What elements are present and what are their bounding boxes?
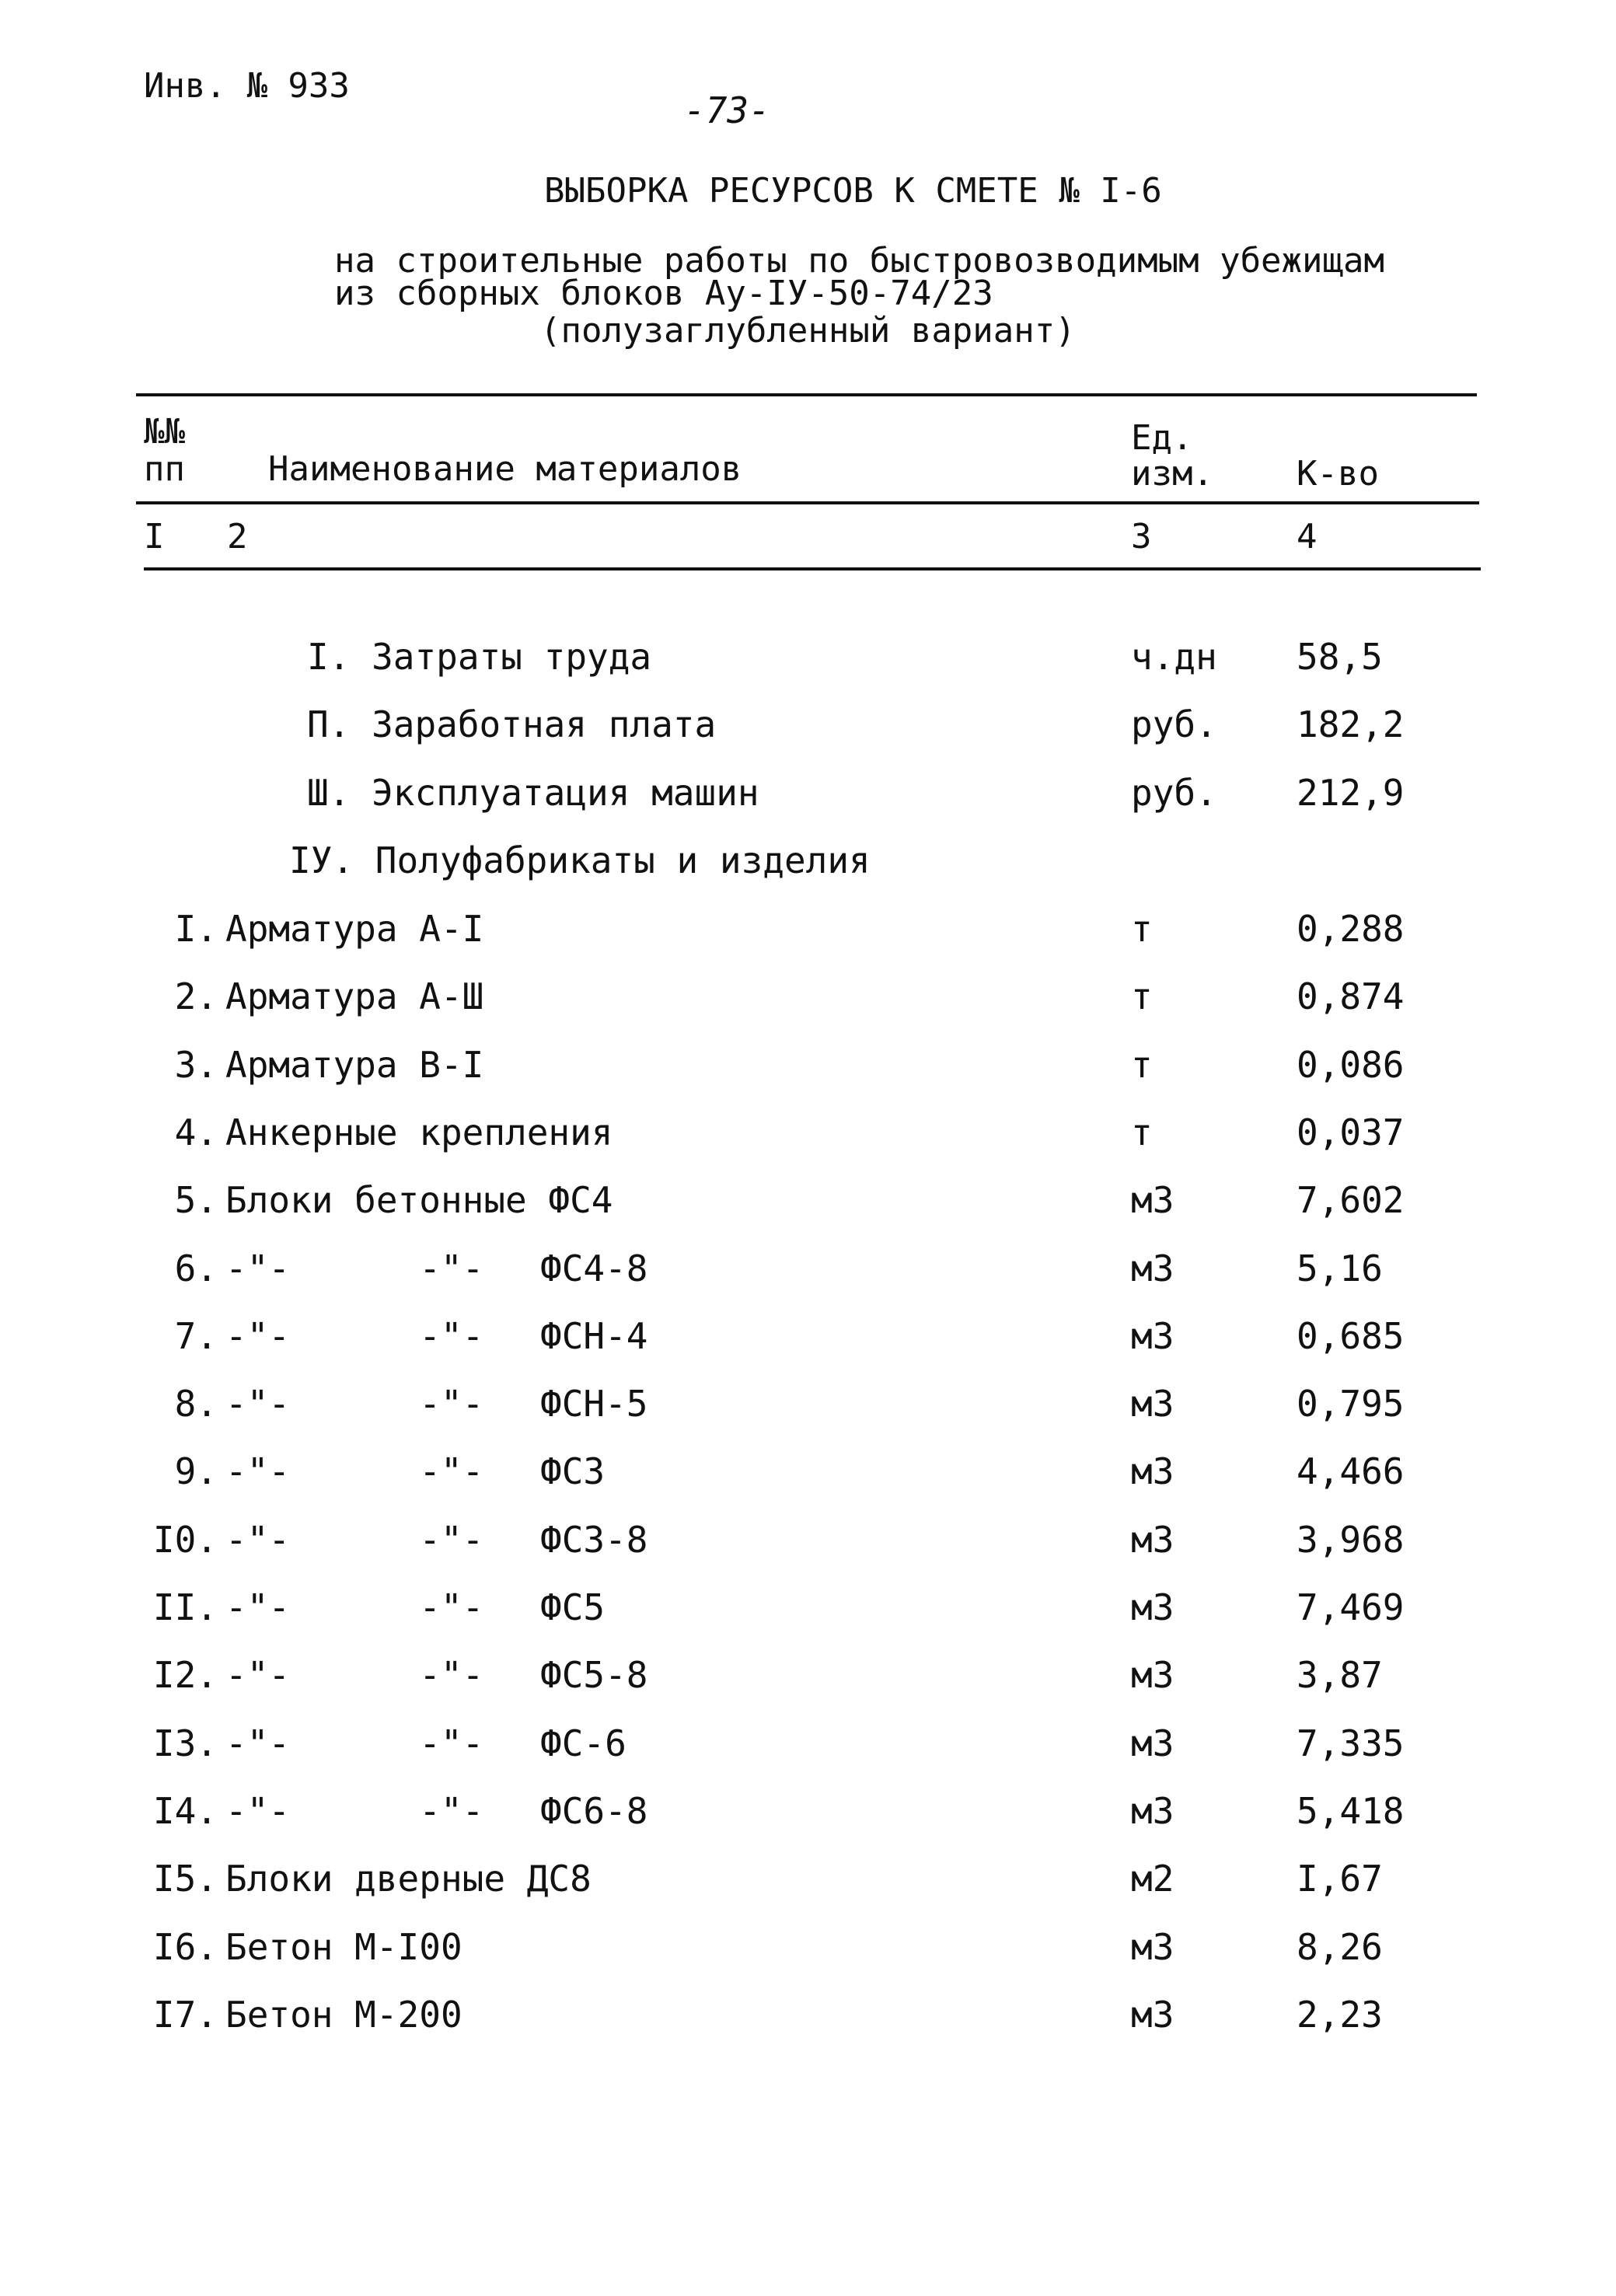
item-mark: ФС4-8 bbox=[540, 1247, 648, 1289]
item-qty: I,67 bbox=[1297, 1858, 1383, 1900]
item-mark: ФС5 bbox=[540, 1586, 606, 1628]
item-name: -"- -"- bbox=[225, 1586, 484, 1628]
page-title: ВЫБОРКА РЕСУРСОВ К СМЕТЕ № I-6 bbox=[544, 171, 1162, 211]
item-qty: 7,602 bbox=[1297, 1179, 1405, 1221]
table-row bbox=[0, 1994, 1616, 2056]
table-row bbox=[0, 1858, 1616, 1920]
section-name: Ш. Эксплуатация машин bbox=[307, 772, 759, 814]
item-unit: м3 bbox=[1131, 1315, 1174, 1357]
item-qty: 0,685 bbox=[1297, 1315, 1405, 1357]
header-unit-top: Ед. bbox=[1131, 418, 1193, 458]
header-bottom-rule bbox=[136, 501, 1479, 504]
item-unit: м3 bbox=[1131, 1994, 1174, 2036]
item-number: II. bbox=[152, 1586, 218, 1628]
item-number: I4. bbox=[152, 1790, 218, 1832]
item-mark: ФСН-4 bbox=[540, 1315, 648, 1357]
item-name: Арматура А-I bbox=[225, 908, 484, 950]
item-number: I0. bbox=[152, 1519, 218, 1561]
item-name: -"- -"- bbox=[225, 1790, 484, 1832]
column-number-3: 3 bbox=[1131, 517, 1152, 557]
item-qty: 0,037 bbox=[1297, 1111, 1405, 1153]
item-number: 8. bbox=[174, 1383, 218, 1425]
section-qty: 212,9 bbox=[1297, 772, 1405, 814]
item-number: I5. bbox=[152, 1858, 218, 1900]
column-number-4: 4 bbox=[1297, 517, 1318, 557]
table-row bbox=[0, 1722, 1616, 1785]
subtitle-line-1: на строительные работы по быстровозводимым убежищам bbox=[334, 241, 1385, 281]
item-name: Арматура А-Ш bbox=[225, 975, 484, 1017]
item-number: 6. bbox=[174, 1247, 218, 1289]
item-unit: м3 bbox=[1131, 1654, 1174, 1696]
item-unit: м3 bbox=[1131, 1519, 1174, 1561]
item-mark: ФС5-8 bbox=[540, 1654, 648, 1696]
item-qty: 5,418 bbox=[1297, 1790, 1405, 1832]
item-qty: 2,23 bbox=[1297, 1994, 1383, 2036]
item-number: 4. bbox=[174, 1111, 218, 1153]
page-number: -73- bbox=[684, 89, 770, 131]
item-unit: м3 bbox=[1131, 1247, 1174, 1289]
item-qty: 7,335 bbox=[1297, 1722, 1405, 1764]
item-name: -"- -"- bbox=[225, 1654, 484, 1696]
item-number: 2. bbox=[174, 975, 218, 1017]
item-unit: т bbox=[1131, 1111, 1153, 1153]
subtitle-line-3: (полузаглубленный вариант) bbox=[540, 311, 1076, 351]
item-qty: 0,874 bbox=[1297, 975, 1405, 1017]
inventory-number: Инв. № 933 bbox=[144, 66, 350, 106]
item-number: 3. bbox=[174, 1044, 218, 1086]
item-mark: ФС3 bbox=[540, 1450, 606, 1492]
item-name: Блоки бетонные ФС4 bbox=[225, 1179, 613, 1221]
item-qty: 0,086 bbox=[1297, 1044, 1405, 1086]
table-row bbox=[0, 1450, 1616, 1513]
table-row bbox=[0, 1247, 1616, 1310]
item-unit: т bbox=[1131, 975, 1153, 1017]
item-number: I. bbox=[174, 908, 218, 950]
item-number: I3. bbox=[152, 1722, 218, 1764]
section-name: П. Заработная плата bbox=[307, 703, 717, 745]
table-row bbox=[0, 1586, 1616, 1649]
item-mark: ФС-6 bbox=[540, 1722, 627, 1764]
section-qty: 182,2 bbox=[1297, 703, 1405, 745]
item-qty: 3,968 bbox=[1297, 1519, 1405, 1561]
item-mark: ФСН-5 bbox=[540, 1383, 648, 1425]
item-name: Бетон М-I00 bbox=[225, 1926, 462, 1968]
item-unit: м3 bbox=[1131, 1179, 1174, 1221]
section-row bbox=[0, 839, 1616, 902]
item-unit: м3 bbox=[1131, 1586, 1174, 1628]
item-name: -"- -"- bbox=[225, 1315, 484, 1357]
header-unit-bottom: изм. bbox=[1131, 454, 1213, 494]
header-num-top: №№ bbox=[144, 412, 185, 452]
item-name: -"- -"- bbox=[225, 1722, 484, 1764]
item-unit: м3 bbox=[1131, 1722, 1174, 1764]
table-row bbox=[0, 908, 1616, 970]
item-number: I2. bbox=[152, 1654, 218, 1696]
table-row bbox=[0, 1044, 1616, 1106]
column-number-2: 2 bbox=[227, 517, 248, 557]
item-qty: 0,795 bbox=[1297, 1383, 1405, 1425]
table-row bbox=[0, 1790, 1616, 1852]
section-unit: ч.дн bbox=[1131, 636, 1217, 678]
table-row bbox=[0, 1179, 1616, 1241]
section-name: IУ. Полуфабрикаты и изделия bbox=[289, 839, 871, 881]
header-name: Наименование материалов bbox=[268, 449, 742, 489]
item-name: -"- -"- bbox=[225, 1383, 484, 1425]
item-qty: 5,16 bbox=[1297, 1247, 1383, 1289]
section-row bbox=[0, 703, 1616, 766]
table-top-rule bbox=[136, 393, 1477, 396]
item-qty: 8,26 bbox=[1297, 1926, 1383, 1968]
item-name: Анкерные крепления bbox=[225, 1111, 613, 1153]
item-name: -"- -"- bbox=[225, 1247, 484, 1289]
subtitle-line-2: из сборных блоков Ау-IУ-50-74/23 bbox=[334, 274, 993, 313]
item-name: Блоки дверные ДС8 bbox=[225, 1858, 592, 1900]
table-row bbox=[0, 1926, 1616, 1988]
item-number: 5. bbox=[174, 1179, 218, 1221]
item-qty: 4,466 bbox=[1297, 1450, 1405, 1492]
item-mark: ФС3-8 bbox=[540, 1519, 648, 1561]
table-row bbox=[0, 1315, 1616, 1377]
section-row bbox=[0, 772, 1616, 834]
item-unit: м3 bbox=[1131, 1926, 1174, 1968]
item-unit: т bbox=[1131, 908, 1153, 950]
item-unit: м3 bbox=[1131, 1450, 1174, 1492]
item-number: I6. bbox=[152, 1926, 218, 1968]
item-qty: 0,288 bbox=[1297, 908, 1405, 950]
item-name: -"- -"- bbox=[225, 1519, 484, 1561]
table-row bbox=[0, 1383, 1616, 1445]
item-unit: м2 bbox=[1131, 1858, 1174, 1900]
section-row bbox=[0, 636, 1616, 698]
table-row bbox=[0, 1519, 1616, 1581]
item-name: Бетон М-200 bbox=[225, 1994, 462, 2036]
item-qty: 3,87 bbox=[1297, 1654, 1383, 1696]
item-number: 7. bbox=[174, 1315, 218, 1357]
item-number: 9. bbox=[174, 1450, 218, 1492]
table-row bbox=[0, 975, 1616, 1038]
item-number: I7. bbox=[152, 1994, 218, 2036]
column-numbers-rule bbox=[144, 567, 1481, 571]
table-row bbox=[0, 1654, 1616, 1716]
section-unit: руб. bbox=[1131, 772, 1217, 814]
table-row bbox=[0, 1111, 1616, 1174]
item-unit: м3 bbox=[1131, 1790, 1174, 1832]
header-qty: К-во bbox=[1297, 454, 1379, 494]
item-qty: 7,469 bbox=[1297, 1586, 1405, 1628]
header-num-bottom: пп bbox=[144, 449, 185, 489]
section-name: I. Затраты труда bbox=[307, 636, 652, 678]
item-name: Арматура В-I bbox=[225, 1044, 484, 1086]
column-number-1: I bbox=[144, 517, 165, 557]
item-mark: ФС6-8 bbox=[540, 1790, 648, 1832]
item-unit: м3 bbox=[1131, 1383, 1174, 1425]
section-unit: руб. bbox=[1131, 703, 1217, 745]
section-qty: 58,5 bbox=[1297, 636, 1383, 678]
item-name: -"- -"- bbox=[225, 1450, 484, 1492]
item-unit: т bbox=[1131, 1044, 1153, 1086]
